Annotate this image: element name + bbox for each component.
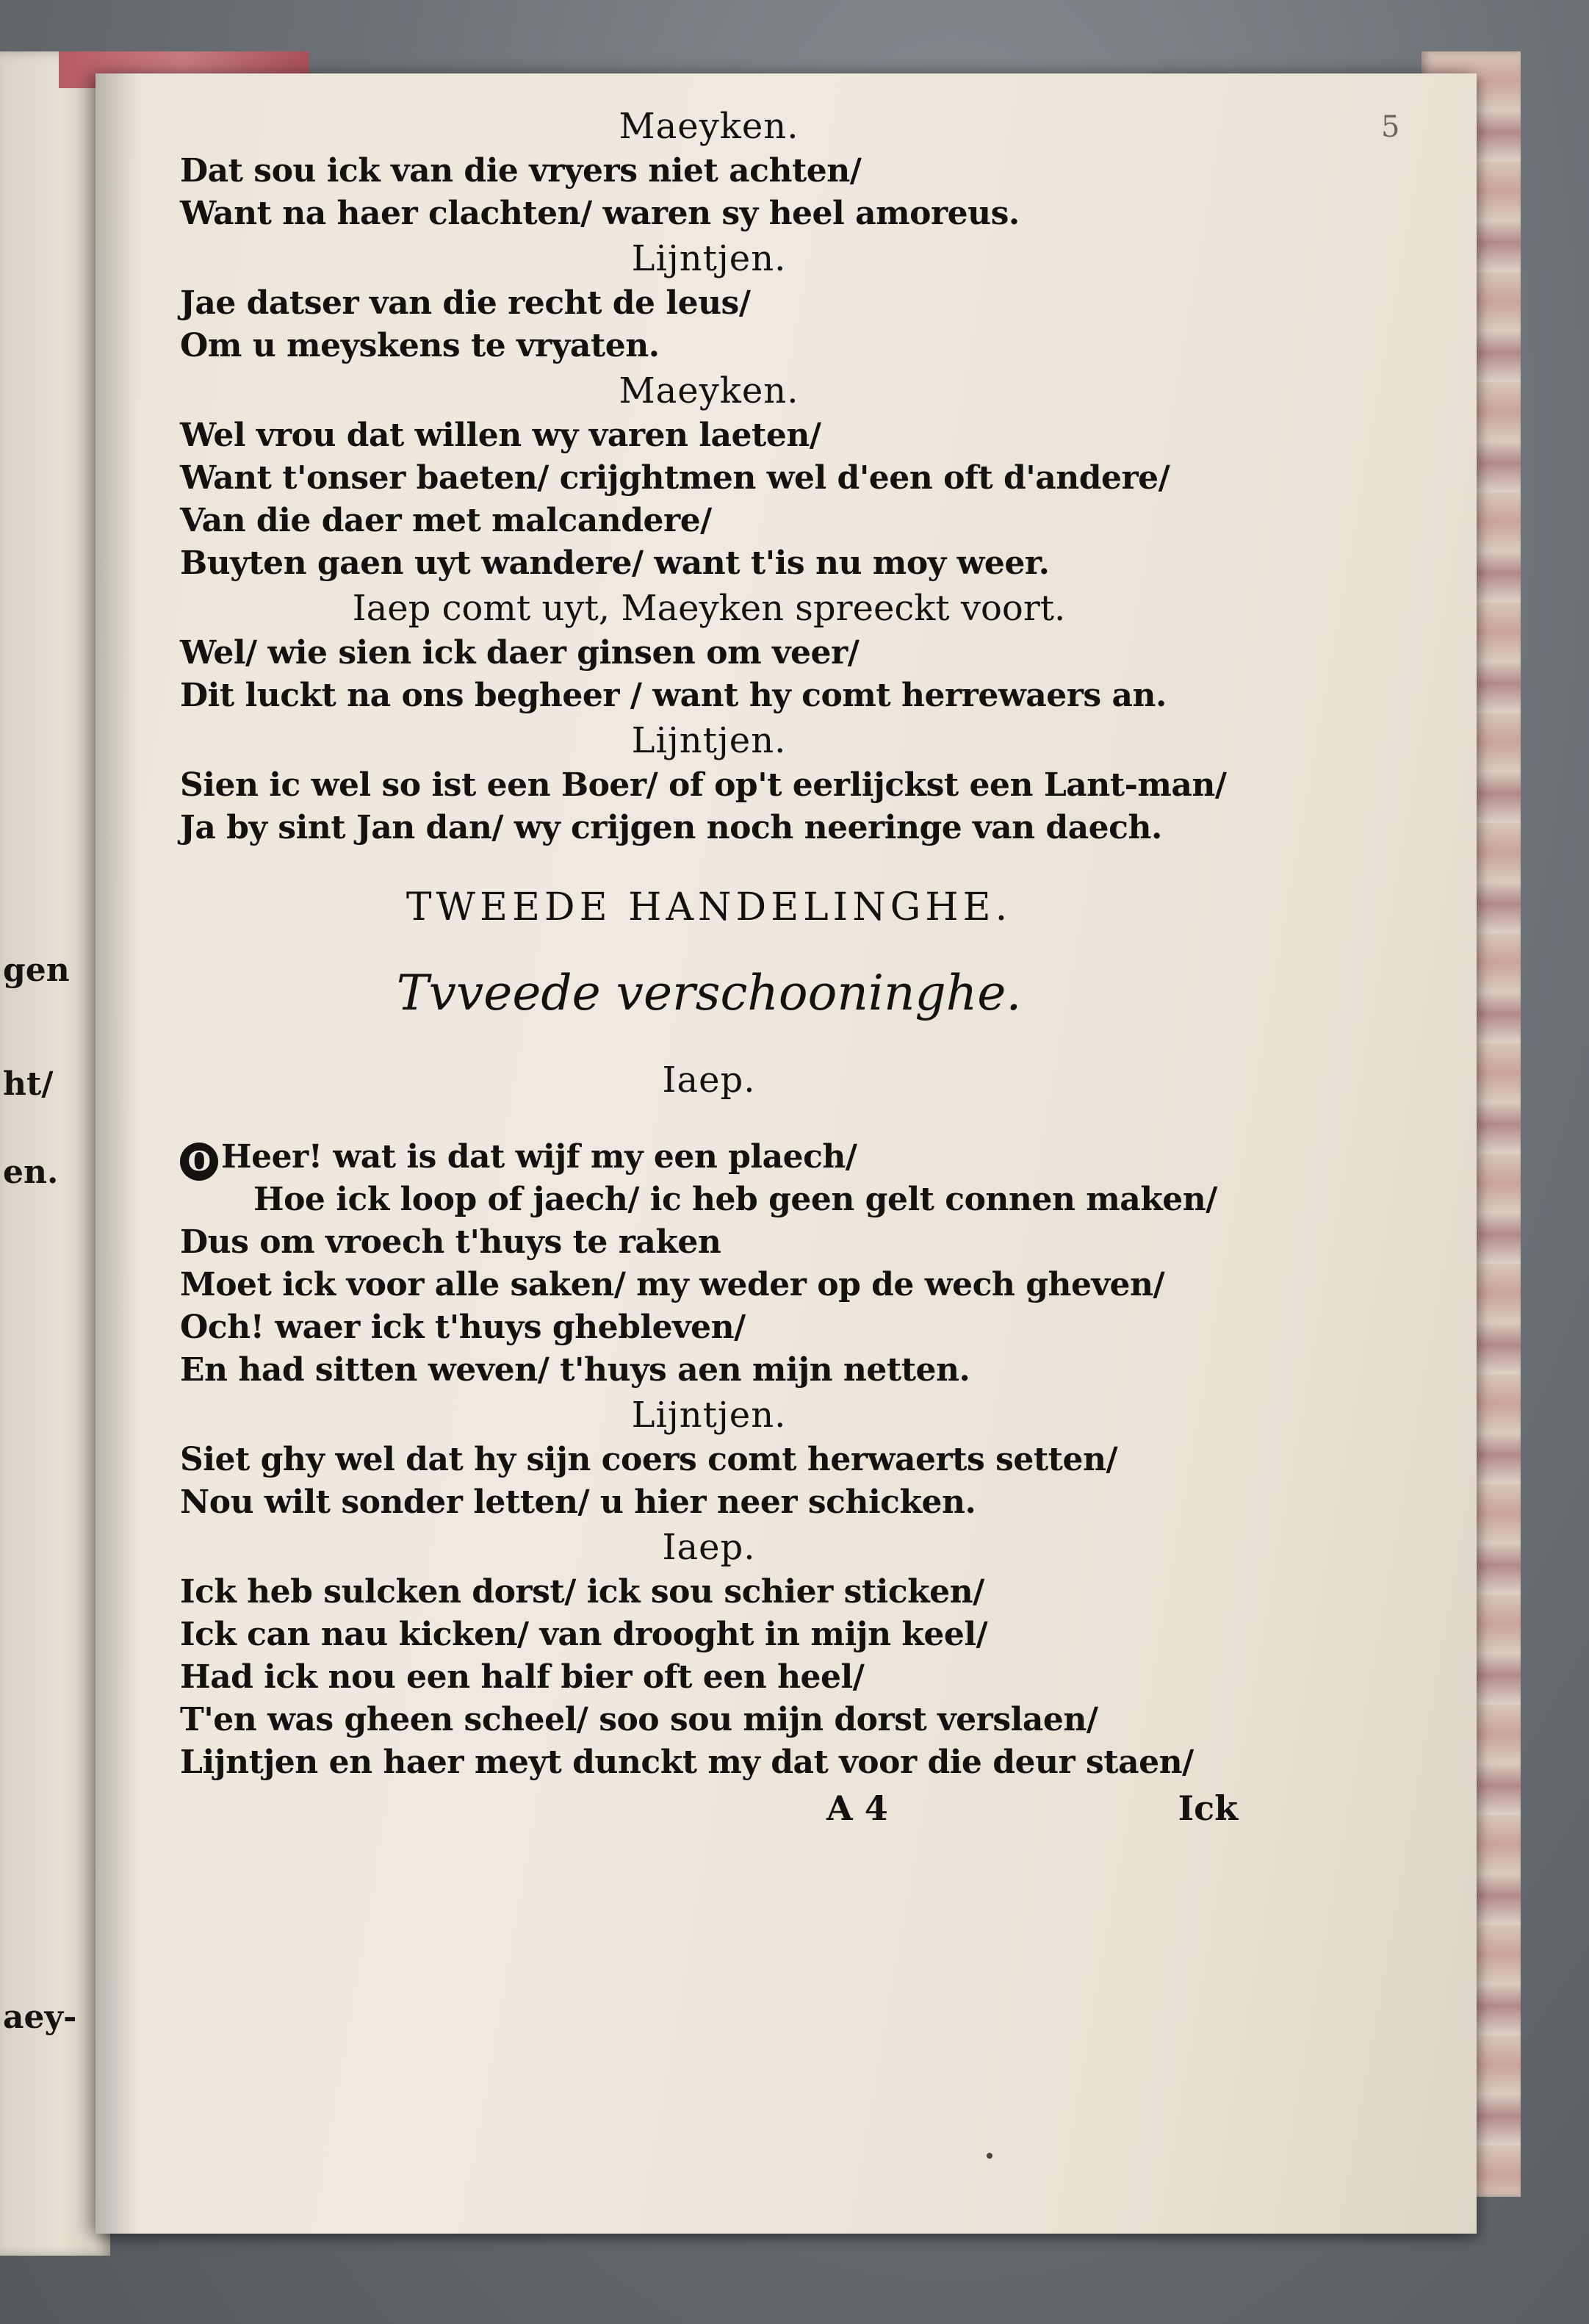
verse-line: Dit luckt na ons begheer / want hy comt herrewaers an. [180,677,1167,714]
verse-line: T'en was gheen scheel/ soo sou mijn dorst verslaen/ [180,1701,1098,1738]
verse-line: Dat sou ick van die vryers niet achten/ [180,152,862,190]
verse-line: Hoe ick loop of jaech/ ic heb geen gelt connen maken/ [253,1181,1217,1218]
verse-line: Sien ic wel so ist een Boer/ of op't eerlijckst een Lant-man/ [180,766,1227,804]
left-page-fragment: gen [3,951,70,989]
verse-line: Moet ick voor alle saken/ my weder op de wech gheven/ [180,1266,1165,1303]
verse-line: Siet ghy wel dat hy sijn coers comt herwaerts setten/ [180,1441,1118,1478]
catchword: Ick [1178,1788,1238,1828]
stage-direction: Iaep comt uyt, Maeyken spreeckt voort. [352,588,1066,629]
verse-line: Dus om vroech t'huys te raken [180,1223,721,1261]
gutter-shadow [96,73,140,2234]
verse-line: Buyten gaen uyt wandere/ want t'is nu moy weer. [180,544,1050,582]
act-heading: TWEEDE HANDELINGHE. [406,885,1012,929]
speaker-name: Lijntjen. [631,720,787,761]
verse-line: En had sitten weven/ t'huys aen mijn netten. [180,1351,970,1389]
speaker-name: Lijntjen. [631,238,787,279]
verse-line: Jae datser van die recht de leus/ [180,284,751,322]
verse-line: Om u meyskens te vryaten. [180,327,660,364]
left-facing-page [0,51,110,2256]
speaker-name: Lijntjen. [631,1395,787,1436]
verse-line: Want t'onser baeten/ crijghtmen wel d'een oft d'andere/ [180,459,1170,497]
verse-line: Ja by sint Jan dan/ wy crijgen noch neeringe van daech. [180,809,1162,846]
left-page-fragment: aey- [3,1999,77,2036]
handwritten-page-number: 5 [1381,110,1400,144]
verse-line: Want na haer clachten/ waren sy heel amoreus. [180,195,1020,232]
verse-line [180,1136,1238,1179]
left-page-fragment: ht/ [3,1065,54,1103]
page-text [180,103,1238,1835]
speaker-name: Iaep. [662,1527,756,1568]
verse-text: Heer! wat is dat wijf my een plaech/ [221,1138,857,1176]
verse-line: Wel vrou dat willen wy varen laeten/ [180,417,821,454]
verse-line: Ick heb sulcken dorst/ ick sou schier sticken/ [180,1573,984,1611]
scene-subtitle: Tvveede verschooninghe. [396,965,1022,1021]
dialogue-second-part [180,1057,1238,1784]
verse-line: Wel/ wie sien ick daer ginsen om veer/ [180,634,860,672]
verse-line: Van die daer met malcandere/ [180,502,712,539]
page-footer [180,1788,1238,1835]
signature-mark: A 4 [826,1788,888,1828]
verse-line: Nou wilt sonder letten/ u hier neer schicken. [180,1483,976,1521]
speaker-name: Maeyken. [619,370,799,411]
dialogue-first-part [180,103,1238,849]
verse-line: Lijntjen en haer meyt dunckt my dat voor die deur staen/ [180,1744,1194,1781]
verse-line: Och! waer ick t'huys ghebleven/ [180,1309,746,1346]
left-page-fragment: en. [3,1154,59,1191]
verse-line: Had ick nou een half bier oft een heel/ [180,1658,865,1696]
speaker-name: Iaep. [662,1060,756,1101]
speaker-name: Maeyken. [619,106,799,147]
verse-line: Ick can nau kicken/ van drooght in mijn keel/ [180,1616,988,1653]
drop-cap-initial: O [180,1143,218,1181]
ink-speck [987,2153,992,2159]
